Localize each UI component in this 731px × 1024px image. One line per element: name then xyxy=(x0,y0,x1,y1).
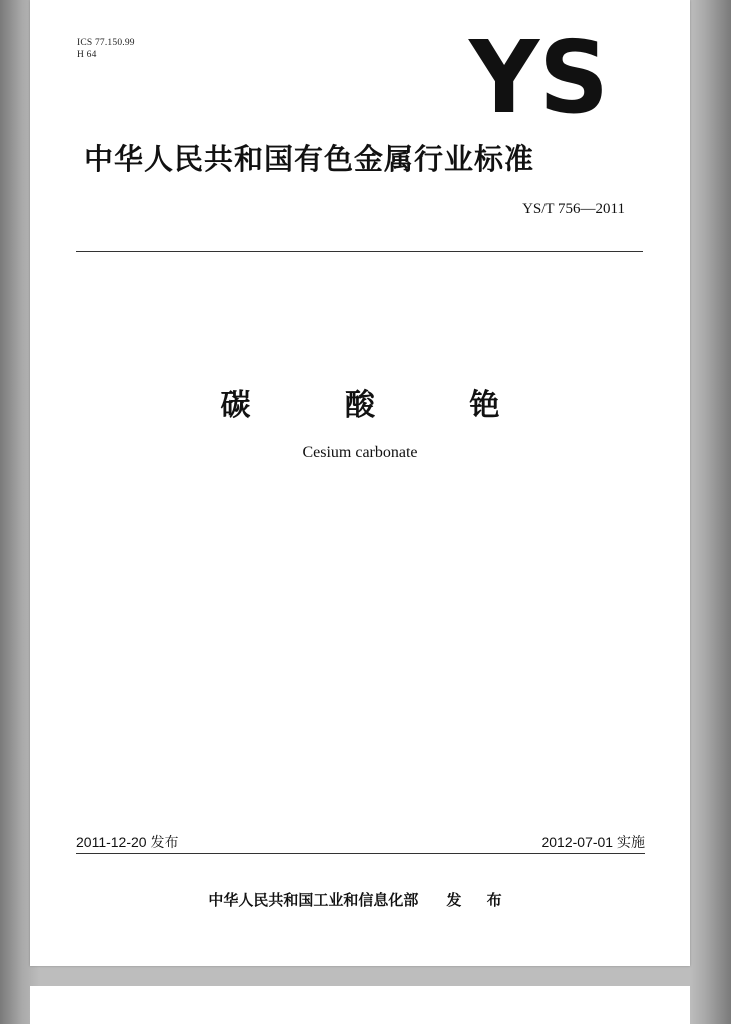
ys-logo xyxy=(464,28,614,128)
class-code: H 64 xyxy=(77,50,97,60)
standard-code: YS/T 756—2011 xyxy=(522,201,625,217)
logo-text: YS xyxy=(468,28,609,128)
issuer-name: 中华人民共和国工业和信息化部 xyxy=(208,891,419,909)
effective-date: 2012-07-01 实施 xyxy=(541,834,645,850)
issuer-line xyxy=(30,889,690,910)
footer-divider xyxy=(76,853,645,854)
ics-code: ICS 77.150.99 xyxy=(77,38,135,48)
classification-block xyxy=(77,37,135,61)
product-name-en: Cesium carbonate xyxy=(302,444,418,461)
header-divider xyxy=(76,251,643,252)
issue-date: 2011-12-20 发布 xyxy=(76,834,179,850)
publish-label: 发 布 xyxy=(446,891,512,909)
next-page-preview xyxy=(30,986,690,1024)
document-page xyxy=(30,0,690,966)
product-name-cn: 碳 酸 铯 xyxy=(220,388,542,423)
standard-title: 中华人民共和国有色金属行业标准 xyxy=(84,142,535,176)
